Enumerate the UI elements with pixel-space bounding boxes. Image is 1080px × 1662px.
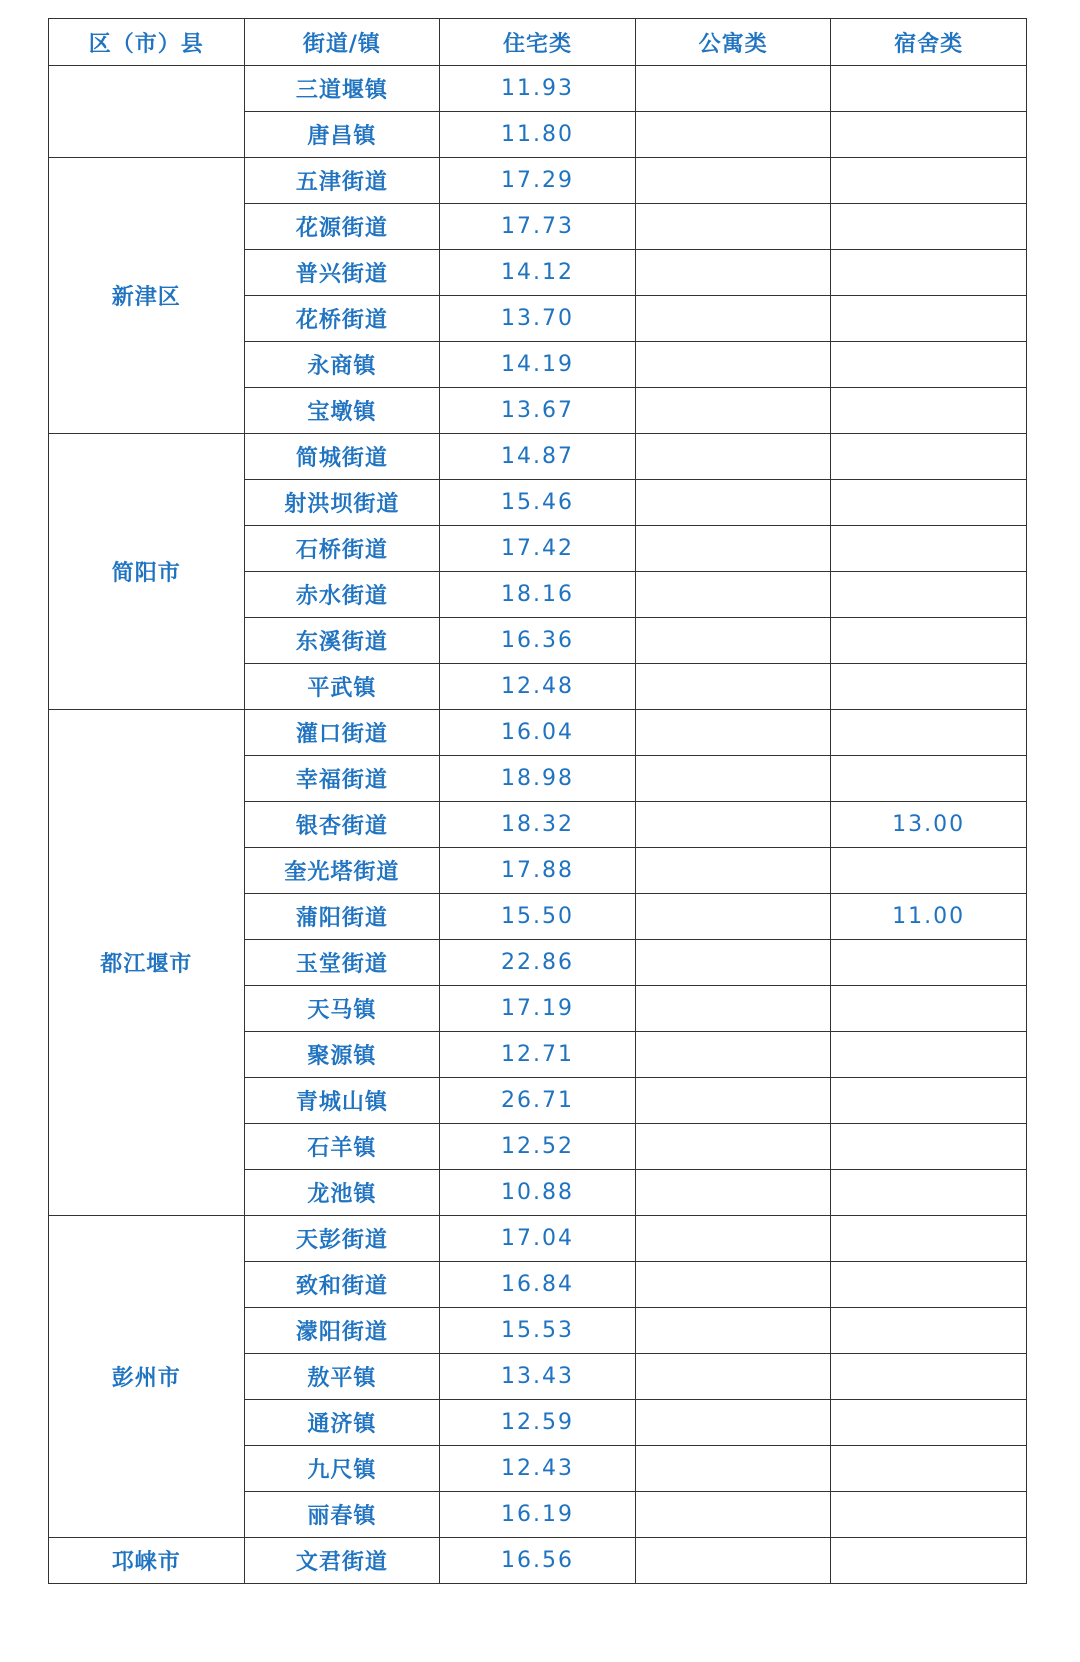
table-row xyxy=(49,434,1027,480)
table-row xyxy=(49,1538,1027,1584)
residential-price-cell: 14.87 xyxy=(440,434,636,480)
residential-price-cell: 17.04 xyxy=(440,1216,636,1262)
street-cell: 通济镇 xyxy=(244,1400,440,1446)
dormitory-price-cell xyxy=(831,756,1027,802)
district-cell: 都江堰市 xyxy=(49,710,245,1216)
residential-price-cell: 12.59 xyxy=(440,1400,636,1446)
header-apartment: 公寓类 xyxy=(635,19,831,66)
dormitory-price-cell xyxy=(831,1078,1027,1124)
dormitory-price-cell xyxy=(831,250,1027,296)
residential-price-cell: 17.42 xyxy=(440,526,636,572)
dormitory-price-cell xyxy=(831,112,1027,158)
residential-price-cell: 17.19 xyxy=(440,986,636,1032)
street-cell: 唐昌镇 xyxy=(244,112,440,158)
table-row xyxy=(49,158,1027,204)
residential-price-cell: 16.84 xyxy=(440,1262,636,1308)
dormitory-price-cell xyxy=(831,572,1027,618)
street-cell: 灌口街道 xyxy=(244,710,440,756)
dormitory-price-cell xyxy=(831,1446,1027,1492)
dormitory-price-cell xyxy=(831,940,1027,986)
apartment-price-cell xyxy=(635,1078,831,1124)
apartment-price-cell xyxy=(635,1492,831,1538)
apartment-price-cell xyxy=(635,1354,831,1400)
table-header xyxy=(49,19,1027,66)
street-cell: 宝墩镇 xyxy=(244,388,440,434)
street-cell: 青城山镇 xyxy=(244,1078,440,1124)
street-cell: 永商镇 xyxy=(244,342,440,388)
residential-price-cell: 15.50 xyxy=(440,894,636,940)
table-row xyxy=(49,1216,1027,1262)
district-cell: 新津区 xyxy=(49,158,245,434)
street-cell: 普兴街道 xyxy=(244,250,440,296)
residential-price-cell: 10.88 xyxy=(440,1170,636,1216)
dormitory-price-cell xyxy=(831,1354,1027,1400)
dormitory-price-cell xyxy=(831,1124,1027,1170)
dormitory-price-cell xyxy=(831,986,1027,1032)
dormitory-price-cell xyxy=(831,480,1027,526)
apartment-price-cell xyxy=(635,572,831,618)
apartment-price-cell xyxy=(635,664,831,710)
apartment-price-cell xyxy=(635,756,831,802)
district-cell: 彭州市 xyxy=(49,1216,245,1538)
residential-price-cell: 11.80 xyxy=(440,112,636,158)
apartment-price-cell xyxy=(635,526,831,572)
apartment-price-cell xyxy=(635,250,831,296)
residential-price-cell: 12.48 xyxy=(440,664,636,710)
header-street: 街道/镇 xyxy=(244,19,440,66)
street-cell: 射洪坝街道 xyxy=(244,480,440,526)
apartment-price-cell xyxy=(635,618,831,664)
residential-price-cell: 13.67 xyxy=(440,388,636,434)
rent-price-table xyxy=(48,18,1027,1584)
residential-price-cell: 11.93 xyxy=(440,66,636,112)
street-cell: 银杏街道 xyxy=(244,802,440,848)
dormitory-price-cell xyxy=(831,848,1027,894)
table-body xyxy=(49,66,1027,1584)
street-cell: 天马镇 xyxy=(244,986,440,1032)
apartment-price-cell xyxy=(635,388,831,434)
street-cell: 赤水街道 xyxy=(244,572,440,618)
apartment-price-cell xyxy=(635,1308,831,1354)
dormitory-price-cell: 13.00 xyxy=(831,802,1027,848)
street-cell: 简城街道 xyxy=(244,434,440,480)
street-cell: 濛阳街道 xyxy=(244,1308,440,1354)
residential-price-cell: 15.46 xyxy=(440,480,636,526)
street-cell: 致和街道 xyxy=(244,1262,440,1308)
header-row xyxy=(49,19,1027,66)
residential-price-cell: 12.71 xyxy=(440,1032,636,1078)
dormitory-price-cell xyxy=(831,710,1027,756)
street-cell: 敖平镇 xyxy=(244,1354,440,1400)
apartment-price-cell xyxy=(635,1446,831,1492)
dormitory-price-cell xyxy=(831,1308,1027,1354)
table-row xyxy=(49,710,1027,756)
apartment-price-cell xyxy=(635,894,831,940)
residential-price-cell: 16.56 xyxy=(440,1538,636,1584)
apartment-price-cell xyxy=(635,1124,831,1170)
street-cell: 玉堂街道 xyxy=(244,940,440,986)
apartment-price-cell xyxy=(635,1538,831,1584)
apartment-price-cell xyxy=(635,158,831,204)
residential-price-cell: 17.73 xyxy=(440,204,636,250)
apartment-price-cell xyxy=(635,204,831,250)
district-cell: 邛崃市 xyxy=(49,1538,245,1584)
apartment-price-cell xyxy=(635,1032,831,1078)
apartment-price-cell xyxy=(635,66,831,112)
dormitory-price-cell xyxy=(831,158,1027,204)
district-cell: 简阳市 xyxy=(49,434,245,710)
residential-price-cell: 13.43 xyxy=(440,1354,636,1400)
apartment-price-cell xyxy=(635,434,831,480)
street-cell: 天彭街道 xyxy=(244,1216,440,1262)
apartment-price-cell xyxy=(635,940,831,986)
street-cell: 文君街道 xyxy=(244,1538,440,1584)
residential-price-cell: 14.12 xyxy=(440,250,636,296)
dormitory-price-cell xyxy=(831,664,1027,710)
header-dormitory: 宿舍类 xyxy=(831,19,1027,66)
dormitory-price-cell xyxy=(831,66,1027,112)
residential-price-cell: 18.16 xyxy=(440,572,636,618)
residential-price-cell: 14.19 xyxy=(440,342,636,388)
residential-price-cell: 12.43 xyxy=(440,1446,636,1492)
district-cell xyxy=(49,66,245,158)
table-row xyxy=(49,66,1027,112)
header-district: 区（市）县 xyxy=(49,19,245,66)
street-cell: 丽春镇 xyxy=(244,1492,440,1538)
residential-price-cell: 16.19 xyxy=(440,1492,636,1538)
apartment-price-cell xyxy=(635,1216,831,1262)
street-cell: 奎光塔街道 xyxy=(244,848,440,894)
apartment-price-cell xyxy=(635,1400,831,1446)
apartment-price-cell xyxy=(635,710,831,756)
residential-price-cell: 22.86 xyxy=(440,940,636,986)
dormitory-price-cell xyxy=(831,526,1027,572)
dormitory-price-cell xyxy=(831,296,1027,342)
street-cell: 幸福街道 xyxy=(244,756,440,802)
dormitory-price-cell xyxy=(831,618,1027,664)
dormitory-price-cell xyxy=(831,1032,1027,1078)
residential-price-cell: 17.29 xyxy=(440,158,636,204)
residential-price-cell: 15.53 xyxy=(440,1308,636,1354)
dormitory-price-cell xyxy=(831,388,1027,434)
apartment-price-cell xyxy=(635,986,831,1032)
dormitory-price-cell: 11.00 xyxy=(831,894,1027,940)
residential-price-cell: 18.98 xyxy=(440,756,636,802)
residential-price-cell: 26.71 xyxy=(440,1078,636,1124)
apartment-price-cell xyxy=(635,342,831,388)
dormitory-price-cell xyxy=(831,1262,1027,1308)
dormitory-price-cell xyxy=(831,1538,1027,1584)
street-cell: 聚源镇 xyxy=(244,1032,440,1078)
apartment-price-cell xyxy=(635,1170,831,1216)
apartment-price-cell xyxy=(635,296,831,342)
street-cell: 花桥街道 xyxy=(244,296,440,342)
street-cell: 九尺镇 xyxy=(244,1446,440,1492)
dormitory-price-cell xyxy=(831,1216,1027,1262)
dormitory-price-cell xyxy=(831,1170,1027,1216)
street-cell: 花源街道 xyxy=(244,204,440,250)
street-cell: 五津街道 xyxy=(244,158,440,204)
apartment-price-cell xyxy=(635,480,831,526)
apartment-price-cell xyxy=(635,1262,831,1308)
street-cell: 三道堰镇 xyxy=(244,66,440,112)
dormitory-price-cell xyxy=(831,434,1027,480)
residential-price-cell: 18.32 xyxy=(440,802,636,848)
apartment-price-cell xyxy=(635,848,831,894)
street-cell: 蒲阳街道 xyxy=(244,894,440,940)
street-cell: 石羊镇 xyxy=(244,1124,440,1170)
street-cell: 东溪街道 xyxy=(244,618,440,664)
dormitory-price-cell xyxy=(831,1400,1027,1446)
dormitory-price-cell xyxy=(831,342,1027,388)
dormitory-price-cell xyxy=(831,1492,1027,1538)
street-cell: 龙池镇 xyxy=(244,1170,440,1216)
residential-price-cell: 13.70 xyxy=(440,296,636,342)
residential-price-cell: 16.04 xyxy=(440,710,636,756)
residential-price-cell: 12.52 xyxy=(440,1124,636,1170)
street-cell: 平武镇 xyxy=(244,664,440,710)
apartment-price-cell xyxy=(635,112,831,158)
residential-price-cell: 17.88 xyxy=(440,848,636,894)
apartment-price-cell xyxy=(635,802,831,848)
header-residential: 住宅类 xyxy=(440,19,636,66)
dormitory-price-cell xyxy=(831,204,1027,250)
residential-price-cell: 16.36 xyxy=(440,618,636,664)
street-cell: 石桥街道 xyxy=(244,526,440,572)
